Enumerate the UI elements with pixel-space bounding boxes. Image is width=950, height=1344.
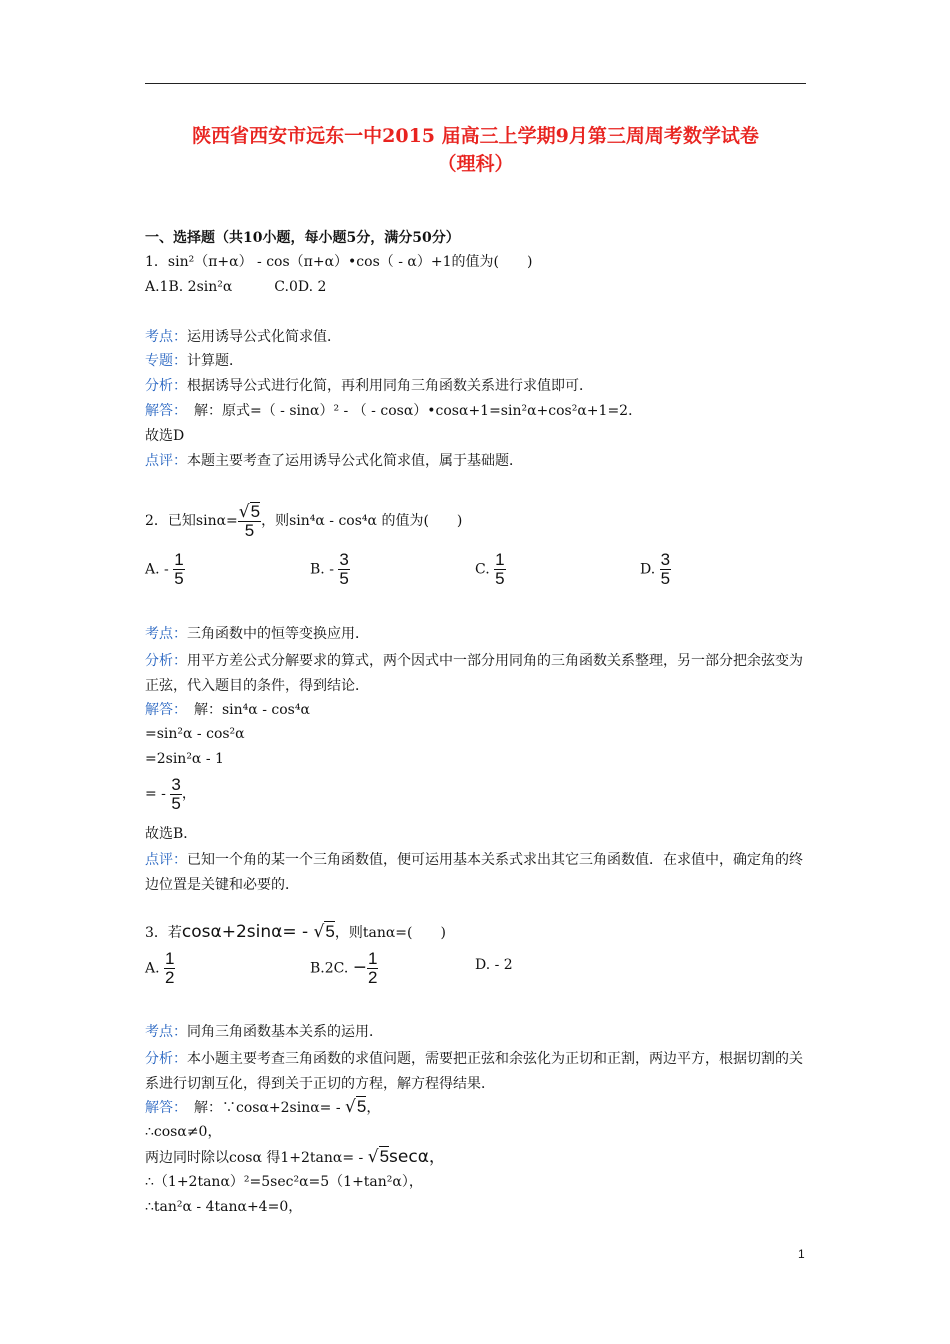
sqrt-icon: √ bbox=[367, 1147, 379, 1167]
q1-conclusion: 故选D bbox=[145, 428, 185, 444]
q1-kaodian bbox=[145, 327, 341, 347]
q2-stem-a: 2．已知sinα= bbox=[145, 513, 238, 529]
q3-kaodian bbox=[145, 1022, 383, 1042]
q2-step2: =2sin²α - 1 bbox=[145, 751, 224, 767]
q2-step3: = - $\frac{3}{5}$ ， bbox=[145, 774, 196, 813]
label-kaodian: 考点： bbox=[145, 329, 187, 345]
label-jieda: 解答： bbox=[145, 1100, 180, 1116]
page-number: 1 bbox=[798, 1247, 805, 1261]
header-rule bbox=[145, 83, 806, 84]
q2-option-d: D. $\frac{3}{5}$ bbox=[640, 550, 671, 588]
q3-fenxi bbox=[145, 1047, 806, 1097]
q2-jieda bbox=[145, 700, 310, 720]
q3-step3: ∴（1+2tanα）²=5sec²α=5（1+tan²α）， bbox=[145, 1174, 423, 1190]
label-fenxi: 分析： bbox=[145, 378, 187, 394]
q2-option-a: A. - $\frac{1}{5}$ bbox=[145, 550, 184, 588]
sqrt-icon: √ bbox=[313, 922, 325, 942]
q3-stem: 3．若cosα+2sinα= - √5，则tanα=( ) bbox=[145, 922, 446, 942]
q2-fenxi bbox=[145, 649, 806, 699]
q2-dianping bbox=[145, 848, 806, 898]
q3-step4: ∴tan²α - 4tanα+4=0， bbox=[145, 1199, 303, 1215]
q1-zhuanti-text: 计算题． bbox=[187, 353, 243, 369]
q3-option-a: A. $\frac{1}{2}$ bbox=[145, 949, 175, 987]
q3-option-d: D. - 2 bbox=[475, 957, 513, 973]
q2-kaodian bbox=[145, 624, 369, 644]
q1-dianping bbox=[145, 451, 523, 471]
label-fenxi: 分析： bbox=[145, 1051, 187, 1067]
label-kaodian: 考点： bbox=[145, 626, 187, 642]
q1-kaodian-text: 运用诱导公式化简求值． bbox=[187, 329, 341, 345]
q2-kaodian-text: 三角函数中的恒等变换应用． bbox=[187, 626, 369, 642]
q2-stem-den: 5 bbox=[244, 521, 255, 540]
q3-jieda-text: 解：∵cosα+2sinα= - bbox=[180, 1100, 346, 1116]
q1-jieda bbox=[145, 401, 642, 421]
q1-fenxi-text: 根据诱导公式进行化简，再利用同角三角函数关系进行求值即可． bbox=[187, 378, 593, 394]
q1-zhuanti bbox=[145, 351, 243, 371]
q3-stem-expression: cosα+2sinα= - bbox=[181, 922, 314, 942]
q2-stem-num: 5 bbox=[250, 502, 261, 521]
label-zhuanti: 专题： bbox=[145, 353, 187, 369]
section-heading: 一、选择题（共10小题，每小题5分，满分50分） bbox=[145, 230, 460, 246]
q2-stem-fraction bbox=[238, 502, 261, 540]
q2-option-c: C. $\frac{1}{5}$ bbox=[475, 550, 505, 588]
q1-fenxi bbox=[145, 376, 593, 396]
q2-jieda-text: 解：sin⁴α - cos⁴α bbox=[180, 702, 310, 718]
q2-stem bbox=[145, 500, 462, 542]
sqrt-icon: √ bbox=[238, 502, 250, 522]
q1-stem: 1．sin²（π+α） - cos（π+α）•cos（ - α）+1的值为( ) bbox=[145, 254, 533, 270]
document-subtitle: （理科） bbox=[437, 153, 514, 175]
label-jieda: 解答： bbox=[145, 403, 180, 419]
q3-options-bc: B.2C. − $\frac{1}{2}$ bbox=[310, 949, 378, 987]
q2-stem-b: ，则sin⁴α - cos⁴α 的值为( ) bbox=[261, 513, 463, 529]
q3-jieda: 解答： 解：∵cosα+2sinα= - √5， bbox=[145, 1097, 381, 1117]
q2-step1: =sin²α - cos²α bbox=[145, 726, 245, 742]
label-jieda: 解答： bbox=[145, 702, 180, 718]
q3-fenxi-text: 本小题主要考查三角函数的求值问题，需要把正弦和余弦化为正切和正割，两边平方，根据切割的关系进行切割互化，得到关于正切的方程，解方程得结果． bbox=[145, 1051, 803, 1092]
q1-dianping-text: 本题主要考查了运用诱导公式化简求值，属于基础题． bbox=[187, 453, 523, 469]
q2-option-b: B. - $\frac{3}{5}$ bbox=[310, 550, 349, 588]
q2-dianping-text: 已知一个角的某一个三角函数值，便可运用基本关系式求出其它三角函数值．在求值中，确定角的终边位置是关键和必要的． bbox=[145, 852, 803, 893]
label-kaodian: 考点： bbox=[145, 1024, 187, 1040]
label-dianping: 点评： bbox=[145, 852, 187, 868]
sqrt-icon: √ bbox=[345, 1097, 356, 1117]
q2-result: 故选B． bbox=[145, 826, 198, 842]
label-dianping: 点评： bbox=[145, 453, 187, 469]
q1-jieda-text: 解：原式=（ - sinα）² - （ - cosα）•cosα+1=sin²α+cos²α+1=2． bbox=[180, 403, 643, 419]
q3-kaodian-text: 同角三角函数基本关系的运用． bbox=[187, 1024, 383, 1040]
q2-fenxi-text: 用平方差公式分解要求的算式，两个因式中一部分用同角的三角函数关系整理，另一部分把余弦变为正弦，代入题目的条件，得到结论． bbox=[145, 653, 803, 694]
q3-step1: ∴cosα≠0， bbox=[145, 1124, 222, 1140]
q2-step3-fraction: $\frac{3}{5}$ bbox=[171, 774, 181, 813]
q3-step2: 两边同时除以cosα 得1+2tanα= - √5secα， bbox=[145, 1147, 446, 1167]
q1-options: A.1B. 2sin²α C.0D. 2 bbox=[145, 279, 327, 295]
label-fenxi: 分析： bbox=[145, 653, 187, 669]
document-title: 陕西省西安市远东一中2015 届高三上学期9月第三周周考数学试卷 bbox=[192, 125, 759, 147]
